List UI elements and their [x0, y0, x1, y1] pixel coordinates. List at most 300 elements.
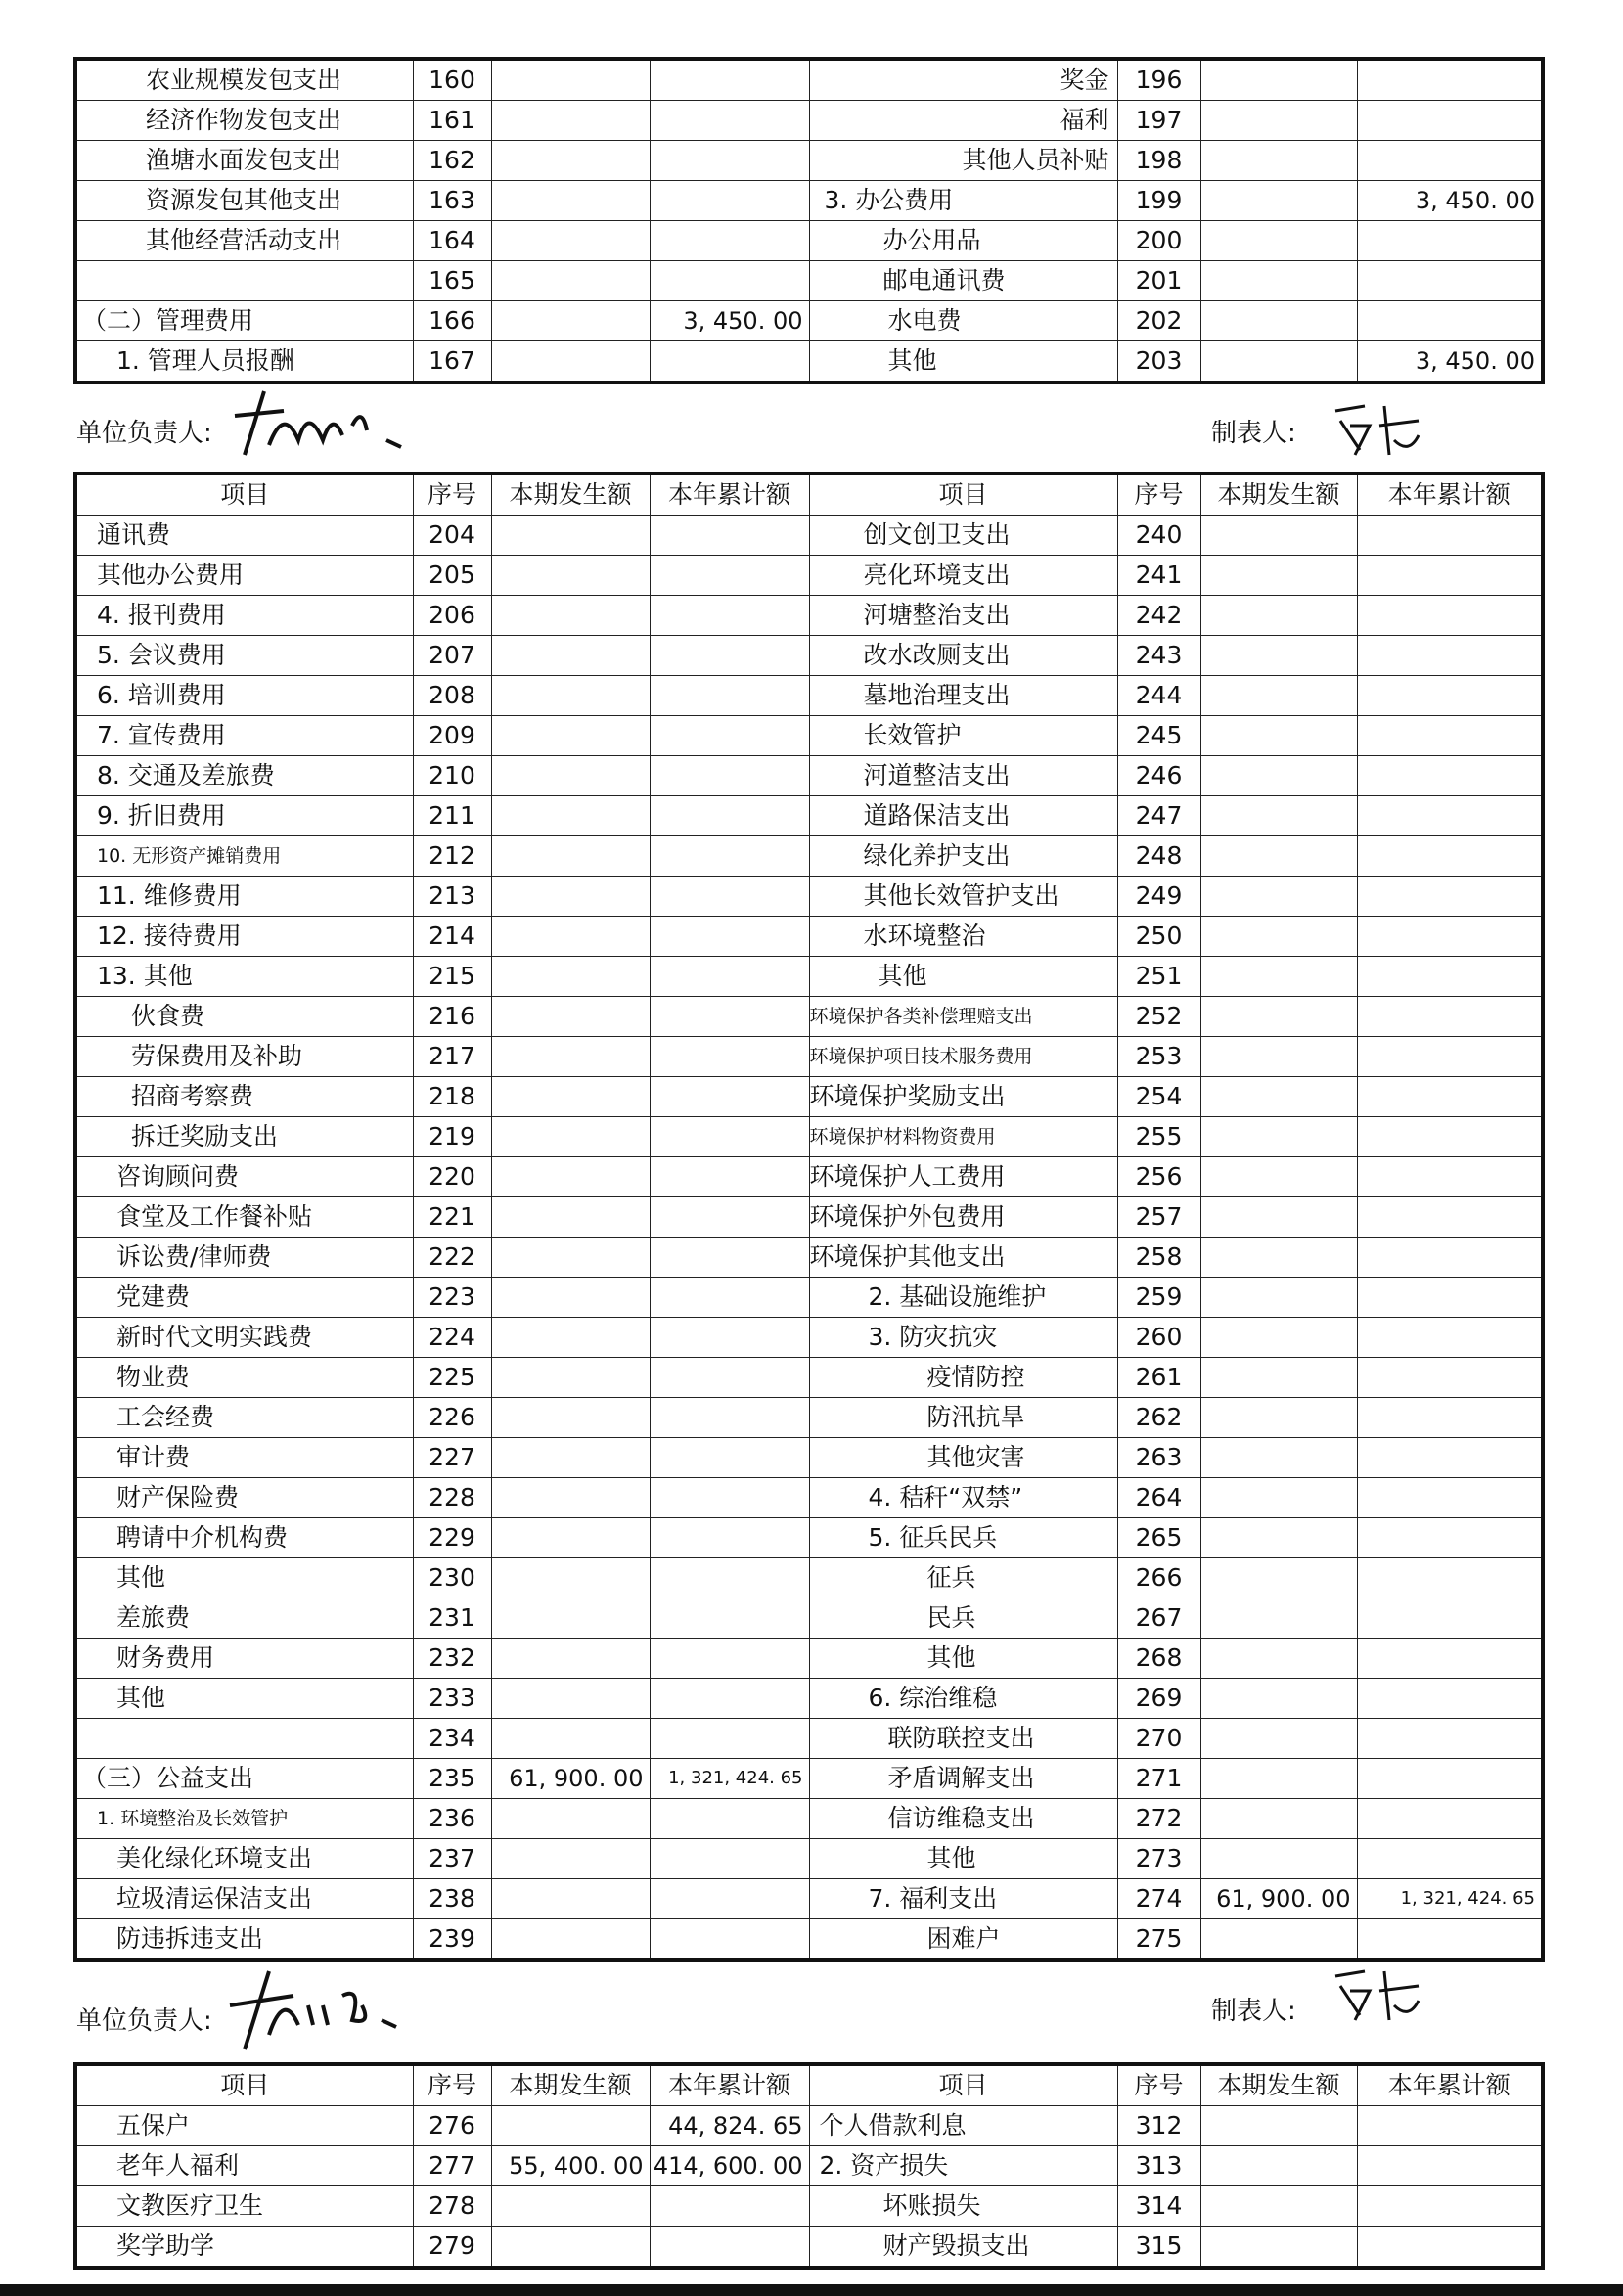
left-item-name: 食堂及工作餐补贴 [75, 1197, 413, 1238]
left-current-amount [491, 556, 650, 596]
left-current-amount [491, 181, 650, 221]
right-ytd-amount [1357, 556, 1543, 596]
left-item-name: 奖学助学 [75, 2227, 413, 2269]
right-item-name: 矛盾调解支出 [809, 1759, 1117, 1799]
left-item-name: 劳保费用及补助 [75, 1037, 413, 1077]
right-current-amount [1200, 877, 1357, 917]
left-item-name: 其他经营活动支出 [75, 221, 413, 261]
right-ytd-amount [1357, 1478, 1543, 1518]
right-ytd-amount [1357, 2146, 1543, 2186]
right-current-amount [1200, 1598, 1357, 1639]
right-current-amount [1200, 221, 1357, 261]
left-ytd-amount [650, 1238, 809, 1278]
left-ytd-amount [650, 957, 809, 997]
table-row [75, 1478, 1543, 1518]
left-current-amount [491, 1679, 650, 1719]
right-seq-number: 266 [1117, 1558, 1200, 1598]
left-current-amount [491, 1438, 650, 1478]
left-current-amount [491, 756, 650, 796]
column-header-item: 项目 [75, 2064, 413, 2106]
left-item-name: 11. 维修费用 [75, 877, 413, 917]
left-current-amount [491, 1598, 650, 1639]
table-row [75, 1238, 1543, 1278]
right-current-amount [1200, 1278, 1357, 1318]
right-item-name: 福利 [809, 101, 1117, 141]
right-item-name: 环境保护奖励支出 [809, 1077, 1117, 1117]
right-item-name: 其他 [809, 341, 1117, 383]
left-seq-number: 276 [413, 2106, 491, 2146]
left-item-name: 4. 报刊费用 [75, 596, 413, 636]
left-item-name: 工会经费 [75, 1398, 413, 1438]
left-item-name: 财产保险费 [75, 1478, 413, 1518]
right-item-name: 其他 [809, 1639, 1117, 1679]
right-current-amount [1200, 1157, 1357, 1197]
right-ytd-amount [1357, 1679, 1543, 1719]
left-item-name: 老年人福利 [75, 2146, 413, 2186]
left-current-amount [491, 221, 650, 261]
left-current-amount [491, 1358, 650, 1398]
left-ytd-amount [650, 1398, 809, 1438]
left-item-name: 美化绿化环境支出 [75, 1839, 413, 1879]
column-header-seq: 序号 [1117, 473, 1200, 516]
right-ytd-amount [1357, 716, 1543, 756]
left-item-name: 1. 环境整治及长效管护 [75, 1799, 413, 1839]
left-ytd-amount [650, 1799, 809, 1839]
right-seq-number: 248 [1117, 836, 1200, 877]
left-current-amount [491, 596, 650, 636]
left-item-name: 13. 其他 [75, 957, 413, 997]
right-ytd-amount [1357, 1598, 1543, 1639]
unit-head-label-2: 单位负责人: [76, 2006, 212, 2036]
right-seq-number: 241 [1117, 556, 1200, 596]
right-seq-number: 273 [1117, 1839, 1200, 1879]
right-item-name: 其他 [809, 957, 1117, 997]
left-item-name: 文教医疗卫生 [75, 2186, 413, 2227]
table-row [75, 1358, 1543, 1398]
left-current-amount [491, 796, 650, 836]
right-ytd-amount [1357, 917, 1543, 957]
left-item-name: 农业规模发包支出 [75, 59, 413, 101]
left-ytd-amount [650, 1518, 809, 1558]
left-item-name: 1. 管理人员报酬 [75, 341, 413, 383]
right-item-name: 亮化环境支出 [809, 556, 1117, 596]
left-current-amount [491, 261, 650, 301]
expense-table-part-2 [73, 472, 1545, 1962]
left-item-name: 咨询顾问费 [75, 1157, 413, 1197]
right-item-name: 河道整洁支出 [809, 756, 1117, 796]
right-current-amount [1200, 516, 1357, 556]
right-item-name: 联防联控支出 [809, 1719, 1117, 1759]
right-current-amount [1200, 596, 1357, 636]
left-seq-number: 223 [413, 1278, 491, 1318]
left-ytd-amount: 414, 600. 00 [650, 2146, 809, 2186]
table-row [75, 1879, 1543, 1919]
left-seq-number: 218 [413, 1077, 491, 1117]
right-seq-number: 253 [1117, 1037, 1200, 1077]
left-seq-number: 279 [413, 2227, 491, 2269]
left-current-amount [491, 1037, 650, 1077]
table-row [75, 957, 1543, 997]
left-ytd-amount [650, 1919, 809, 1961]
right-item-name: 水环境整治 [809, 917, 1117, 957]
right-ytd-amount [1357, 301, 1543, 341]
right-current-amount [1200, 1639, 1357, 1679]
left-seq-number: 227 [413, 1438, 491, 1478]
right-item-name: 其他灾害 [809, 1438, 1117, 1478]
left-current-amount [491, 1117, 650, 1157]
table-row [75, 1398, 1543, 1438]
right-item-name: 墓地治理支出 [809, 676, 1117, 716]
table-row [75, 516, 1543, 556]
left-seq-number: 207 [413, 636, 491, 676]
right-current-amount [1200, 2146, 1357, 2186]
right-current-amount [1200, 756, 1357, 796]
left-current-amount [491, 917, 650, 957]
right-seq-number: 269 [1117, 1679, 1200, 1719]
right-current-amount [1200, 917, 1357, 957]
left-seq-number: 165 [413, 261, 491, 301]
right-ytd-amount [1357, 1278, 1543, 1318]
right-seq-number: 256 [1117, 1157, 1200, 1197]
column-header-ytd: 本年累计额 [1357, 473, 1543, 516]
left-item-name: 通讯费 [75, 516, 413, 556]
left-item-name: （三）公益支出 [75, 1759, 413, 1799]
right-current-amount [1200, 636, 1357, 676]
right-seq-number: 260 [1117, 1318, 1200, 1358]
right-item-name: 环境保护各类补偿理赔支出 [809, 997, 1117, 1037]
left-item-name: 审计费 [75, 1438, 413, 1478]
right-current-amount [1200, 181, 1357, 221]
right-current-amount [1200, 957, 1357, 997]
right-current-amount [1200, 1318, 1357, 1358]
left-item-name: 垃圾清运保洁支出 [75, 1879, 413, 1919]
right-seq-number: 197 [1117, 101, 1200, 141]
left-seq-number: 161 [413, 101, 491, 141]
right-item-name: 防汛抗旱 [809, 1398, 1117, 1438]
right-seq-number: 265 [1117, 1518, 1200, 1558]
left-current-amount: 61, 900. 00 [491, 1759, 650, 1799]
table-row [75, 596, 1543, 636]
left-current-amount: 55, 400. 00 [491, 2146, 650, 2186]
preparer-label-2: 制表人: [1211, 1997, 1296, 2026]
table-row [75, 59, 1543, 101]
right-current-amount [1200, 1398, 1357, 1438]
left-item-name: 拆迁奖励支出 [75, 1117, 413, 1157]
right-item-name: 环境保护人工费用 [809, 1157, 1117, 1197]
right-seq-number: 240 [1117, 516, 1200, 556]
right-current-amount [1200, 1037, 1357, 1077]
right-ytd-amount: 3, 450. 00 [1357, 341, 1543, 383]
right-item-name: 个人借款利息 [809, 2106, 1117, 2146]
left-item-name: 12. 接待费用 [75, 917, 413, 957]
left-current-amount [491, 1077, 650, 1117]
table-row [75, 1598, 1543, 1639]
left-item-name: 差旅费 [75, 1598, 413, 1639]
right-item-name: 2. 基础设施维护 [809, 1278, 1117, 1318]
left-seq-number: 167 [413, 341, 491, 383]
right-current-amount [1200, 59, 1357, 101]
right-item-name: 2. 资产损失 [809, 2146, 1117, 2186]
preparer-signature [1326, 396, 1433, 465]
table-row [75, 917, 1543, 957]
right-current-amount [1200, 1197, 1357, 1238]
left-current-amount [491, 341, 650, 383]
left-ytd-amount [650, 877, 809, 917]
left-item-name [75, 261, 413, 301]
left-current-amount [491, 1157, 650, 1197]
right-seq-number: 271 [1117, 1759, 1200, 1799]
left-ytd-amount [650, 1037, 809, 1077]
left-ytd-amount [650, 141, 809, 181]
right-seq-number: 264 [1117, 1478, 1200, 1518]
right-seq-number: 246 [1117, 756, 1200, 796]
left-current-amount [491, 1197, 650, 1238]
left-seq-number: 237 [413, 1839, 491, 1879]
right-item-name: 水电费 [809, 301, 1117, 341]
right-ytd-amount [1357, 836, 1543, 877]
right-ytd-amount [1357, 756, 1543, 796]
left-item-name: 党建费 [75, 1278, 413, 1318]
right-current-amount [1200, 2186, 1357, 2227]
left-seq-number: 225 [413, 1358, 491, 1398]
left-current-amount [491, 2186, 650, 2227]
left-current-amount [491, 1478, 650, 1518]
table-row [75, 1679, 1543, 1719]
right-current-amount [1200, 1558, 1357, 1598]
right-seq-number: 245 [1117, 716, 1200, 756]
table-row [75, 261, 1543, 301]
right-item-name: 坏账损失 [809, 2186, 1117, 2227]
left-seq-number: 162 [413, 141, 491, 181]
left-seq-number: 216 [413, 997, 491, 1037]
right-item-name: 5. 征兵民兵 [809, 1518, 1117, 1558]
left-item-name: 资源发包其他支出 [75, 181, 413, 221]
right-seq-number: 247 [1117, 796, 1200, 836]
right-ytd-amount [1357, 1318, 1543, 1358]
left-ytd-amount [650, 1879, 809, 1919]
right-seq-number: 244 [1117, 676, 1200, 716]
right-item-name: 环境保护材料物资费用 [809, 1117, 1117, 1157]
right-ytd-amount [1357, 2106, 1543, 2146]
left-seq-number: 163 [413, 181, 491, 221]
right-item-name: 道路保洁支出 [809, 796, 1117, 836]
column-header-seq: 序号 [1117, 2064, 1200, 2106]
right-current-amount [1200, 716, 1357, 756]
right-ytd-amount [1357, 59, 1543, 101]
expense-table-part-1 [73, 57, 1545, 384]
right-seq-number: 200 [1117, 221, 1200, 261]
right-current-amount [1200, 1358, 1357, 1398]
left-current-amount [491, 1839, 650, 1879]
table-row [75, 1518, 1543, 1558]
left-ytd-amount: 3, 450. 00 [650, 301, 809, 341]
left-ytd-amount [650, 917, 809, 957]
left-ytd-amount: 44, 824. 65 [650, 2106, 809, 2146]
right-seq-number: 258 [1117, 1238, 1200, 1278]
left-current-amount [491, 716, 650, 756]
left-current-amount [491, 1719, 650, 1759]
right-item-name: 河塘整治支出 [809, 596, 1117, 636]
left-current-amount [491, 516, 650, 556]
right-item-name: 环境保护外包费用 [809, 1197, 1117, 1238]
left-item-name: 10. 无形资产摊销费用 [75, 836, 413, 877]
left-ytd-amount [650, 221, 809, 261]
table-row [75, 1117, 1543, 1157]
left-seq-number: 231 [413, 1598, 491, 1639]
right-current-amount [1200, 1919, 1357, 1961]
left-seq-number: 217 [413, 1037, 491, 1077]
right-current-amount [1200, 1839, 1357, 1879]
right-seq-number: 250 [1117, 917, 1200, 957]
right-current-amount [1200, 2106, 1357, 2146]
left-seq-number: 220 [413, 1157, 491, 1197]
left-ytd-amount [650, 59, 809, 101]
table-row [75, 1639, 1543, 1679]
right-item-name: 奖金 [809, 59, 1117, 101]
left-ytd-amount [650, 2186, 809, 2227]
right-seq-number: 315 [1117, 2227, 1200, 2269]
left-current-amount [491, 1318, 650, 1358]
left-item-name: 5. 会议费用 [75, 636, 413, 676]
table-row [75, 1037, 1543, 1077]
left-item-name: 渔塘水面发包支出 [75, 141, 413, 181]
right-item-name: 征兵 [809, 1558, 1117, 1598]
left-ytd-amount [650, 1478, 809, 1518]
left-ytd-amount [650, 516, 809, 556]
left-seq-number: 164 [413, 221, 491, 261]
left-current-amount [491, 997, 650, 1037]
right-current-amount: 61, 900. 00 [1200, 1879, 1357, 1919]
left-ytd-amount [650, 181, 809, 221]
table-row [75, 676, 1543, 716]
table-row [75, 341, 1543, 383]
right-current-amount [1200, 1518, 1357, 1558]
right-seq-number: 198 [1117, 141, 1200, 181]
right-current-amount [1200, 1719, 1357, 1759]
table-header-row [75, 473, 1543, 516]
right-current-amount [1200, 1077, 1357, 1117]
right-ytd-amount [1357, 1398, 1543, 1438]
left-current-amount [491, 1799, 650, 1839]
left-current-amount [491, 1398, 650, 1438]
right-item-name: 环境保护项目技术服务费用 [809, 1037, 1117, 1077]
left-current-amount [491, 141, 650, 181]
column-header-ytd: 本年累计额 [650, 2064, 809, 2106]
column-header-current: 本期发生额 [491, 2064, 650, 2106]
right-ytd-amount [1357, 596, 1543, 636]
column-header-seq: 序号 [413, 473, 491, 516]
left-seq-number: 215 [413, 957, 491, 997]
right-ytd-amount [1357, 997, 1543, 1037]
right-seq-number: 263 [1117, 1438, 1200, 1478]
right-current-amount [1200, 1438, 1357, 1478]
left-ytd-amount [650, 1719, 809, 1759]
right-seq-number: 313 [1117, 2146, 1200, 2186]
left-ytd-amount [650, 1558, 809, 1598]
right-ytd-amount [1357, 877, 1543, 917]
left-seq-number: 213 [413, 877, 491, 917]
left-seq-number: 238 [413, 1879, 491, 1919]
right-current-amount [1200, 261, 1357, 301]
scan-edge [0, 2284, 1623, 2296]
right-seq-number: 249 [1117, 877, 1200, 917]
column-header-item: 项目 [809, 473, 1117, 516]
right-ytd-amount [1357, 957, 1543, 997]
left-current-amount [491, 2227, 650, 2269]
left-item-name: 伙食费 [75, 997, 413, 1037]
right-item-name: 环境保护其他支出 [809, 1238, 1117, 1278]
left-seq-number: 236 [413, 1799, 491, 1839]
right-item-name: 长效管护 [809, 716, 1117, 756]
right-item-name: 改水改厕支出 [809, 636, 1117, 676]
table-row [75, 556, 1543, 596]
left-item-name: 其他 [75, 1679, 413, 1719]
table-row [75, 636, 1543, 676]
left-seq-number: 222 [413, 1238, 491, 1278]
left-seq-number: 219 [413, 1117, 491, 1157]
right-item-name: 疫情防控 [809, 1358, 1117, 1398]
table-row [75, 1839, 1543, 1879]
table-row [75, 1197, 1543, 1238]
left-seq-number: 233 [413, 1679, 491, 1719]
table-row [75, 2106, 1543, 2146]
table-row [75, 1919, 1543, 1961]
right-seq-number: 272 [1117, 1799, 1200, 1839]
right-seq-number: 202 [1117, 301, 1200, 341]
left-ytd-amount [650, 1438, 809, 1478]
right-item-name: 邮电通讯费 [809, 261, 1117, 301]
left-item-name: 聘请中介机构费 [75, 1518, 413, 1558]
right-ytd-amount [1357, 1077, 1543, 1117]
table-row [75, 1278, 1543, 1318]
left-seq-number: 226 [413, 1398, 491, 1438]
right-current-amount [1200, 676, 1357, 716]
right-current-amount [1200, 796, 1357, 836]
table-row [75, 141, 1543, 181]
left-seq-number: 234 [413, 1719, 491, 1759]
right-ytd-amount [1357, 2186, 1543, 2227]
right-seq-number: 252 [1117, 997, 1200, 1037]
left-current-amount [491, 877, 650, 917]
right-ytd-amount [1357, 516, 1543, 556]
right-ytd-amount [1357, 141, 1543, 181]
left-item-name: 其他 [75, 1558, 413, 1598]
left-seq-number: 221 [413, 1197, 491, 1238]
left-seq-number: 230 [413, 1558, 491, 1598]
right-seq-number: 257 [1117, 1197, 1200, 1238]
left-seq-number: 214 [413, 917, 491, 957]
right-current-amount [1200, 141, 1357, 181]
left-item-name: 防违拆违支出 [75, 1919, 413, 1961]
left-ytd-amount [650, 716, 809, 756]
right-seq-number: 275 [1117, 1919, 1200, 1961]
right-current-amount [1200, 1759, 1357, 1799]
table-row [75, 301, 1543, 341]
column-header-seq: 序号 [413, 2064, 491, 2106]
right-current-amount [1200, 1679, 1357, 1719]
left-current-amount [491, 2106, 650, 2146]
right-current-amount [1200, 836, 1357, 877]
right-ytd-amount [1357, 1719, 1543, 1759]
right-ytd-amount [1357, 1037, 1543, 1077]
right-ytd-amount [1357, 796, 1543, 836]
table-row [75, 796, 1543, 836]
left-item-name: 招商考察费 [75, 1077, 413, 1117]
right-item-name: 6. 综治维稳 [809, 1679, 1117, 1719]
left-ytd-amount [650, 636, 809, 676]
right-ytd-amount: 3, 450. 00 [1357, 181, 1543, 221]
right-current-amount [1200, 1478, 1357, 1518]
